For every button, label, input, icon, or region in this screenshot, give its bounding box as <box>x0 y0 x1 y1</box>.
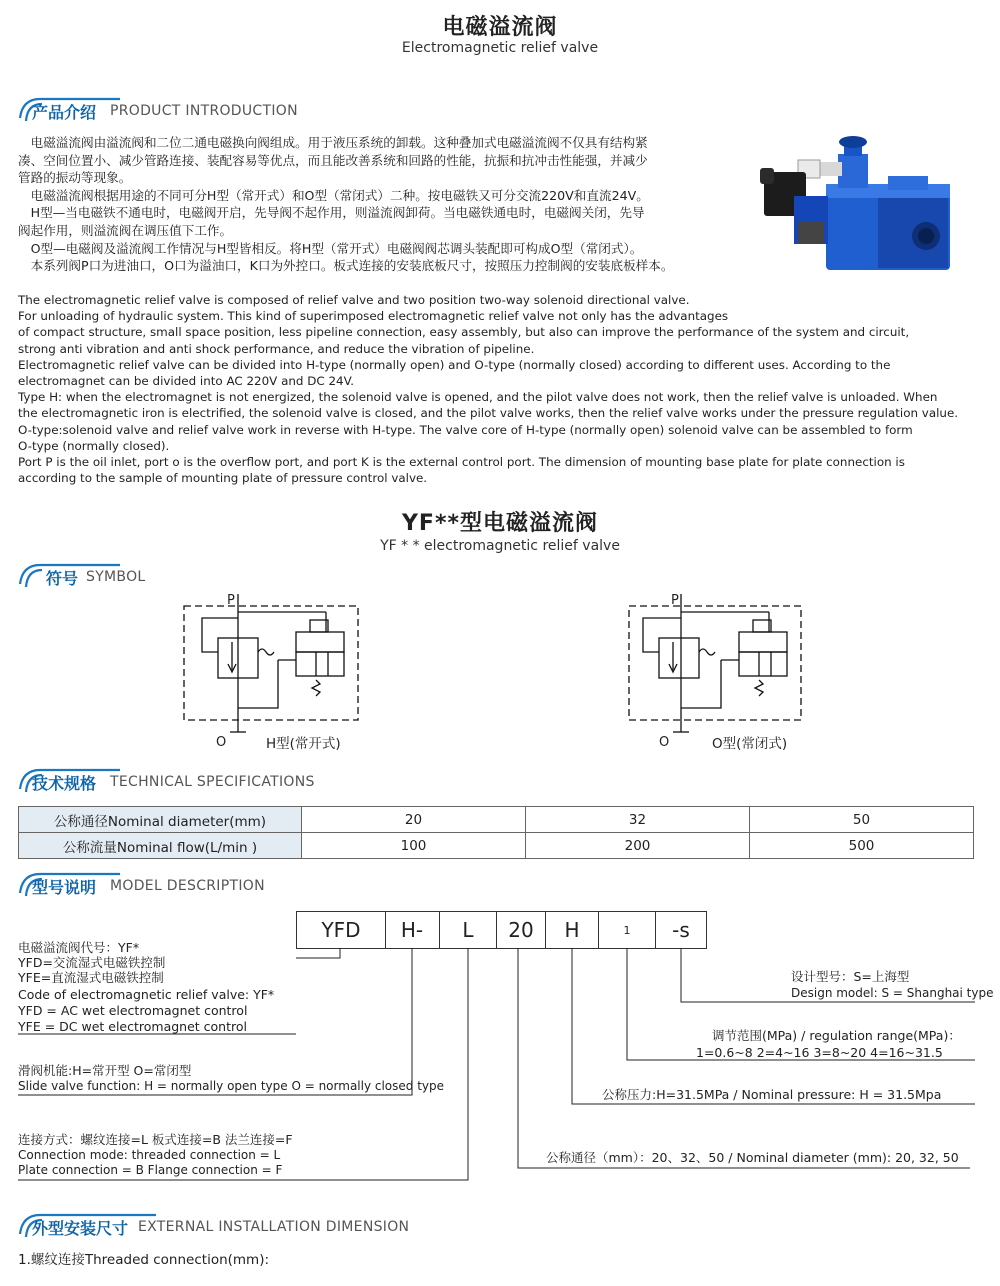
code-cn-line: YFE=直流湿式电磁铁控制 <box>18 970 164 985</box>
spec-cell: 100 <box>302 833 526 859</box>
intro-en-line: O-type (normally closed). <box>18 438 170 453</box>
model-box: H- <box>385 911 440 949</box>
install-note: 1.螺纹连接Threaded connection(mm): <box>18 1252 270 1268</box>
h-port-p-label: P <box>227 593 235 608</box>
conn-en-2: Plate connection = B Flange connection = F <box>18 1163 283 1177</box>
intro-en-line: Type H: when the electromagnet is not energized, the solenoid valve is opened, and the pilot valve does not work, then the relief valve is unloaded. When <box>18 390 938 405</box>
slide-en: Slide valve function: H = normally open type O = normally closed type <box>18 1079 445 1093</box>
code-en-line: YFE = DC wet electromagnet control <box>18 1019 247 1034</box>
code-cn-line: YFD=交流湿式电磁铁控制 <box>18 955 166 970</box>
section-title-cn: 外型安装尺寸 <box>32 1218 129 1238</box>
intro-en-line: of compact structure, small space position, less pipeline connection, easy assembly, but also can improve the performance of the system and circuit, <box>18 325 910 340</box>
design-en: Design model: S = Shanghai type <box>791 986 994 1000</box>
design-cn: 设计型号：S=上海型 <box>791 969 910 984</box>
intro-en-line: strong anti vibration and anti shock performance, and reduce the vibration of pipeline. <box>18 341 535 356</box>
slide-cn: 滑阀机能:H=常开型 O=常闭型 <box>18 1063 192 1078</box>
h-type-label: H型(常开式) <box>266 736 341 752</box>
spec-cell: 200 <box>526 833 750 859</box>
intro-cn-line: O型—电磁阀及溢流阀工作情况与H型皆相反。将H型（常开式）电磁阀阀芯调头装配即可构成O型（常闭式）。 <box>18 240 643 256</box>
intro-en-line: the electromagnetic iron is electrified, the solenoid valve is closed, and the pilot valve works, then the relief valve works under the pressure regulation value. <box>18 406 959 421</box>
o-type-label: O型(常闭式) <box>712 736 788 752</box>
intro-en-line: Port P is the oil inlet, port o is the overflow port, and port K is the external control port. The dimension of mounting base plate for plate connection is <box>18 455 905 470</box>
conn-en-1: Connection mode: threaded connection = L <box>18 1148 281 1162</box>
intro-cn-line: 管路的振动等现象。 <box>18 170 132 186</box>
intro-cn-line: 电磁溢流阀由溢流阀和二位二通电磁换向阀组成。用于液压系统的卸载。这种叠加式电磁溢流阀不仅具有结构紧 <box>18 135 648 150</box>
intro-en-line: Electromagnetic relief valve can be divided into H-type (normally open) and O-type (normally closed) according to different uses. According to the <box>18 357 891 372</box>
spec-row-label: 公称通径Nominal diameter(mm) <box>19 807 302 833</box>
intro-cn-line: H型—当电磁铁不通电时，电磁阀开启，先导阀不起作用，则溢流阀卸荷。当电磁铁通电时，电磁阀关闭，先导 <box>18 205 645 221</box>
intro-en-line: electromagnet can be divided into AC 220V and DC 24V. <box>18 374 354 389</box>
model-box: -s <box>656 911 707 949</box>
section-title-cn: 技术规格 <box>32 773 97 793</box>
intro-en-line: For unloading of hydraulic system. This kind of superimposed electromagnetic relief valve not only has the advantages <box>18 309 729 324</box>
section-title-en: PRODUCT INTRODUCTION <box>110 103 298 119</box>
code-en-line: Code of electromagnetic relief valve: YF* <box>18 987 275 1002</box>
spec-cell: 500 <box>750 833 974 859</box>
o-port-o-label: O <box>659 735 670 750</box>
spec-cell: 50 <box>750 807 974 833</box>
range-title: 调节范围(MPa) / regulation range(MPa)： <box>712 1028 961 1043</box>
spec-cell: 20 <box>302 807 526 833</box>
model-box: L <box>440 911 497 949</box>
intro-en-line: The electromagnetic relief valve is composed of relief valve and two position two-way solenoid directional valve. <box>18 293 690 307</box>
section-title-cn: 符号 <box>46 568 79 588</box>
diameter-note: 公称通径（mm）：20、32、50 / Nominal diameter (mm): 20, 32, 50 <box>546 1150 959 1165</box>
section-title-en: SYMBOL <box>86 569 146 585</box>
section-title-cn: 产品介绍 <box>32 102 97 122</box>
yf-subtitle: YF * * electromagnetic relief valve <box>380 538 620 554</box>
model-box: 1 <box>599 911 656 949</box>
spec-row-label: 公称流量Nominal flow(L/min ) <box>19 833 302 859</box>
conn-cn: 连接方式：螺纹连接=L 板式连接=B 法兰连接=F <box>18 1132 293 1147</box>
code-cn-line: 电磁溢流阀代号：YF* <box>18 940 140 955</box>
yf-title: YF**型电磁溢流阀 <box>402 511 598 536</box>
intro-cn-line: 凑、空间位置小、减少管路连接、装配容易等优点，而且能改善系统和回路的性能，抗振和抗冲击性能强，并减少 <box>18 152 648 168</box>
model-box: YFD <box>296 911 386 949</box>
spec-cell: 32 <box>526 807 750 833</box>
intro-cn-line: 本系列阀P口为进油口，O口为溢油口，K口为外控口。板式连接的安装底板尺寸，按照压力控制阀的安装底板样本。 <box>18 258 674 274</box>
intro-cn-line: 电磁溢流阀根据用途的不同可分H型（常开式）和O型（常闭式）二种。按电磁铁又可分交流220V和直流24V。 <box>18 187 649 203</box>
model-box: H <box>546 911 599 949</box>
section-header-install <box>18 1214 409 1240</box>
intro-en-line: O-type:solenoid valve and relief valve work in reverse with H-type. The valve core of H-type (normally open) solenoid valve can be assembled to form <box>18 422 913 437</box>
h-port-o-label: O <box>216 735 227 750</box>
page-title: 电磁溢流阀 <box>442 15 558 40</box>
range-values: 1=0.6~8 2=4~16 3=8~20 4=16~31.5 <box>696 1045 943 1060</box>
intro-en-line: according to the sample of mounting plate of pressure control valve. <box>18 471 428 486</box>
section-title-en: TECHNICAL SPECIFICATIONS <box>110 774 315 790</box>
o-port-p-label: P <box>671 593 679 608</box>
code-en-line: YFD = AC wet electromagnet control <box>18 1003 248 1018</box>
model-box: 20 <box>497 911 546 949</box>
page-subtitle: Electromagnetic relief valve <box>401 40 599 56</box>
pressure-note: 公称压力:H=31.5MPa / Nominal pressure: H = 31.5Mpa <box>602 1087 942 1102</box>
section-title-cn: 型号说明 <box>32 877 97 897</box>
section-title-en: MODEL DESCRIPTION <box>110 878 265 894</box>
intro-cn-line: 阀起作用，则溢流阀在调压值下工作。 <box>18 222 233 238</box>
section-title-en: EXTERNAL INSTALLATION DIMENSION <box>138 1219 410 1235</box>
